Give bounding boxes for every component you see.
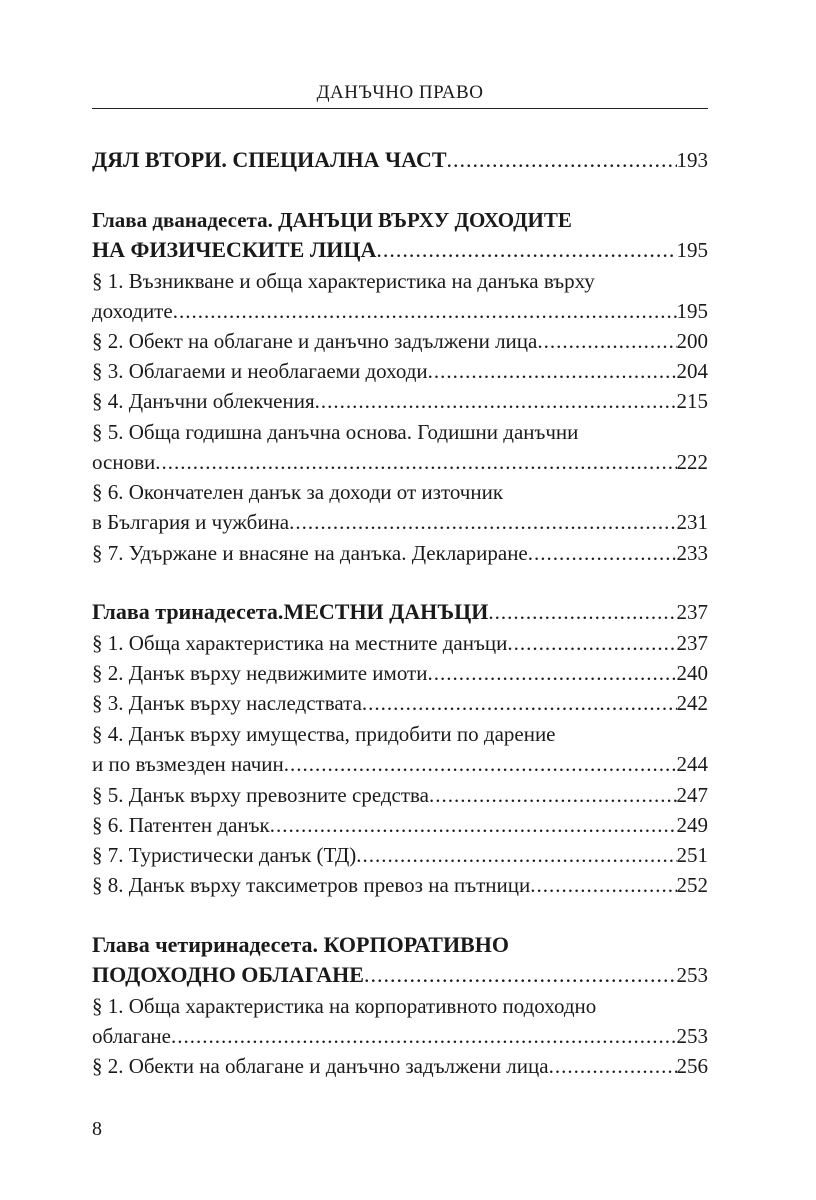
dot-leader xyxy=(427,658,676,688)
toc-item-line[interactable]: § 5. Обща годишна данъчна основа. Годишни данъчни xyxy=(92,420,579,444)
toc-item[interactable] xyxy=(92,628,708,658)
chapter-12-heading[interactable] xyxy=(92,205,708,235)
toc-page-number: 247 xyxy=(676,783,708,807)
toc-page-number: 215 xyxy=(676,389,708,413)
toc-entry-title: ДЯЛ ВТОРИ. СПЕЦИАЛНА ЧАСТ xyxy=(92,147,447,172)
toc-item-title: § 3. Данък върху наследствата xyxy=(92,691,362,715)
toc-item[interactable] xyxy=(92,1021,708,1051)
toc-item-title: облагане xyxy=(92,1024,171,1048)
chapter-title: МЕСТНИ ДАНЪЦИ xyxy=(283,599,489,624)
toc-item[interactable] xyxy=(92,1051,708,1081)
toc-page-number: 195 xyxy=(676,238,708,262)
toc-item-title: § 3. Облагаеми и необлагаеми доходи xyxy=(92,359,428,383)
toc-item-title: § 2. Обект на облагане и данъчно задължени лица xyxy=(92,329,538,353)
page-number: 8 xyxy=(92,1118,102,1140)
toc-item[interactable] xyxy=(92,356,708,386)
toc-page-number: 253 xyxy=(676,963,708,987)
toc-page-number: 252 xyxy=(676,873,708,897)
dot-leader xyxy=(376,235,676,265)
toc-item[interactable] xyxy=(92,688,708,718)
toc-page-number: 244 xyxy=(676,752,708,776)
toc-item-title: § 5. Данък върху превозните средства xyxy=(92,783,430,807)
toc-item[interactable] xyxy=(92,870,708,900)
toc-item-line[interactable]: § 6. Окончателен данък за доходи от източник xyxy=(92,480,504,504)
toc-item-line[interactable]: § 1. Възникване и обща характеристика на данъка върху xyxy=(92,269,595,293)
dot-leader xyxy=(356,840,676,870)
dot-leader xyxy=(364,960,677,990)
dot-leader xyxy=(549,1051,677,1081)
toc-page-number: 251 xyxy=(676,843,708,867)
toc-page-number: 237 xyxy=(676,600,708,624)
toc-item[interactable] xyxy=(92,658,708,688)
toc-page-number: 193 xyxy=(676,148,708,172)
toc-item-title: доходите xyxy=(92,299,173,323)
toc-item-title: § 7. Удържане и внасяне на данъка. Деклариране xyxy=(92,541,528,565)
toc-item[interactable] xyxy=(92,538,708,568)
dot-leader xyxy=(155,447,676,477)
dot-leader xyxy=(270,810,677,840)
dot-leader xyxy=(488,597,676,627)
dot-leader xyxy=(171,1021,677,1051)
toc-page-number: 240 xyxy=(676,661,708,685)
toc-item[interactable] xyxy=(92,326,708,356)
toc-page-number: 200 xyxy=(676,329,708,353)
chapter-label: Глава тринадесета. xyxy=(92,599,284,624)
chapter-label: Глава четиринадесета. xyxy=(92,932,324,957)
dot-leader xyxy=(447,145,677,175)
toc-item-title: основи xyxy=(92,450,156,474)
toc-item-title: § 7. Туристически данък (ТД) xyxy=(92,843,357,867)
toc-page-number: 237 xyxy=(676,631,708,655)
toc-item-title: и по възмезден начин xyxy=(92,752,284,776)
chapter-title: ПОДОХОДНО ОБЛАГАНЕ xyxy=(92,962,364,987)
chapter-13-heading[interactable] xyxy=(92,597,708,627)
dot-leader xyxy=(315,386,677,416)
toc-item-line[interactable]: § 1. Обща характеристика на корпоративното подоходно xyxy=(92,994,597,1018)
toc-item-title: § 4. Данъчни облекчения xyxy=(92,389,315,413)
toc-page-number: 242 xyxy=(676,691,708,715)
dot-leader xyxy=(507,628,676,658)
dot-leader xyxy=(528,538,677,568)
chapter-title: НА ФИЗИЧЕСКИТЕ ЛИЦА xyxy=(92,237,377,262)
toc-page-number: 249 xyxy=(676,813,708,837)
toc-entry-part-two[interactable] xyxy=(92,145,708,175)
dot-leader xyxy=(289,507,676,537)
header-rule xyxy=(92,108,708,109)
toc-item-title: в България и чужбина xyxy=(92,510,290,534)
chapter-title: КОРПОРАТИВНО xyxy=(323,932,509,957)
toc-page-number: 231 xyxy=(676,510,708,534)
dot-leader xyxy=(284,749,677,779)
chapter-14-heading[interactable] xyxy=(92,930,708,960)
toc-page-number: 253 xyxy=(676,1024,708,1048)
dot-leader xyxy=(429,780,676,810)
chapter-label: Глава дванадесета. xyxy=(92,208,279,232)
toc-item[interactable] xyxy=(92,780,708,810)
dot-leader xyxy=(173,296,677,326)
toc-item-line[interactable]: § 4. Данък върху имущества, придобити по дарение xyxy=(92,722,556,746)
toc-item[interactable] xyxy=(92,386,708,416)
toc-item[interactable] xyxy=(92,840,708,870)
toc-item-title: § 1. Обща характеристика на местните данъци xyxy=(92,631,508,655)
dot-leader xyxy=(530,870,676,900)
chapter-14-heading-line2[interactable] xyxy=(92,960,708,990)
toc-page-number: 195 xyxy=(676,299,708,323)
toc-item[interactable] xyxy=(92,810,708,840)
toc-item[interactable] xyxy=(92,296,708,326)
running-header: ДАНЪЧНО ПРАВО xyxy=(316,82,484,103)
toc-item[interactable] xyxy=(92,507,708,537)
chapter-title: ДАНЪЦИ ВЪРХУ ДОХОДИТЕ xyxy=(278,208,572,232)
toc-item-title: § 8. Данък върху таксиметров превоз на пътници xyxy=(92,873,531,897)
toc-page-number: 204 xyxy=(676,359,708,383)
toc-item[interactable] xyxy=(92,749,708,779)
dot-leader xyxy=(537,326,676,356)
toc-item-title: § 2. Данък върху недвижимите имоти xyxy=(92,661,428,685)
toc-item-title: § 2. Обекти на облагане и данъчно задължени лица xyxy=(92,1054,549,1078)
toc-page-number: 256 xyxy=(676,1054,708,1078)
toc-page-number: 233 xyxy=(676,541,708,565)
dot-leader xyxy=(428,356,677,386)
toc-item-title: § 6. Патентен данък xyxy=(92,813,270,837)
chapter-12-heading-line2[interactable] xyxy=(92,235,708,265)
toc-item[interactable] xyxy=(92,447,708,477)
dot-leader xyxy=(362,688,677,718)
toc-page-number: 222 xyxy=(676,450,708,474)
